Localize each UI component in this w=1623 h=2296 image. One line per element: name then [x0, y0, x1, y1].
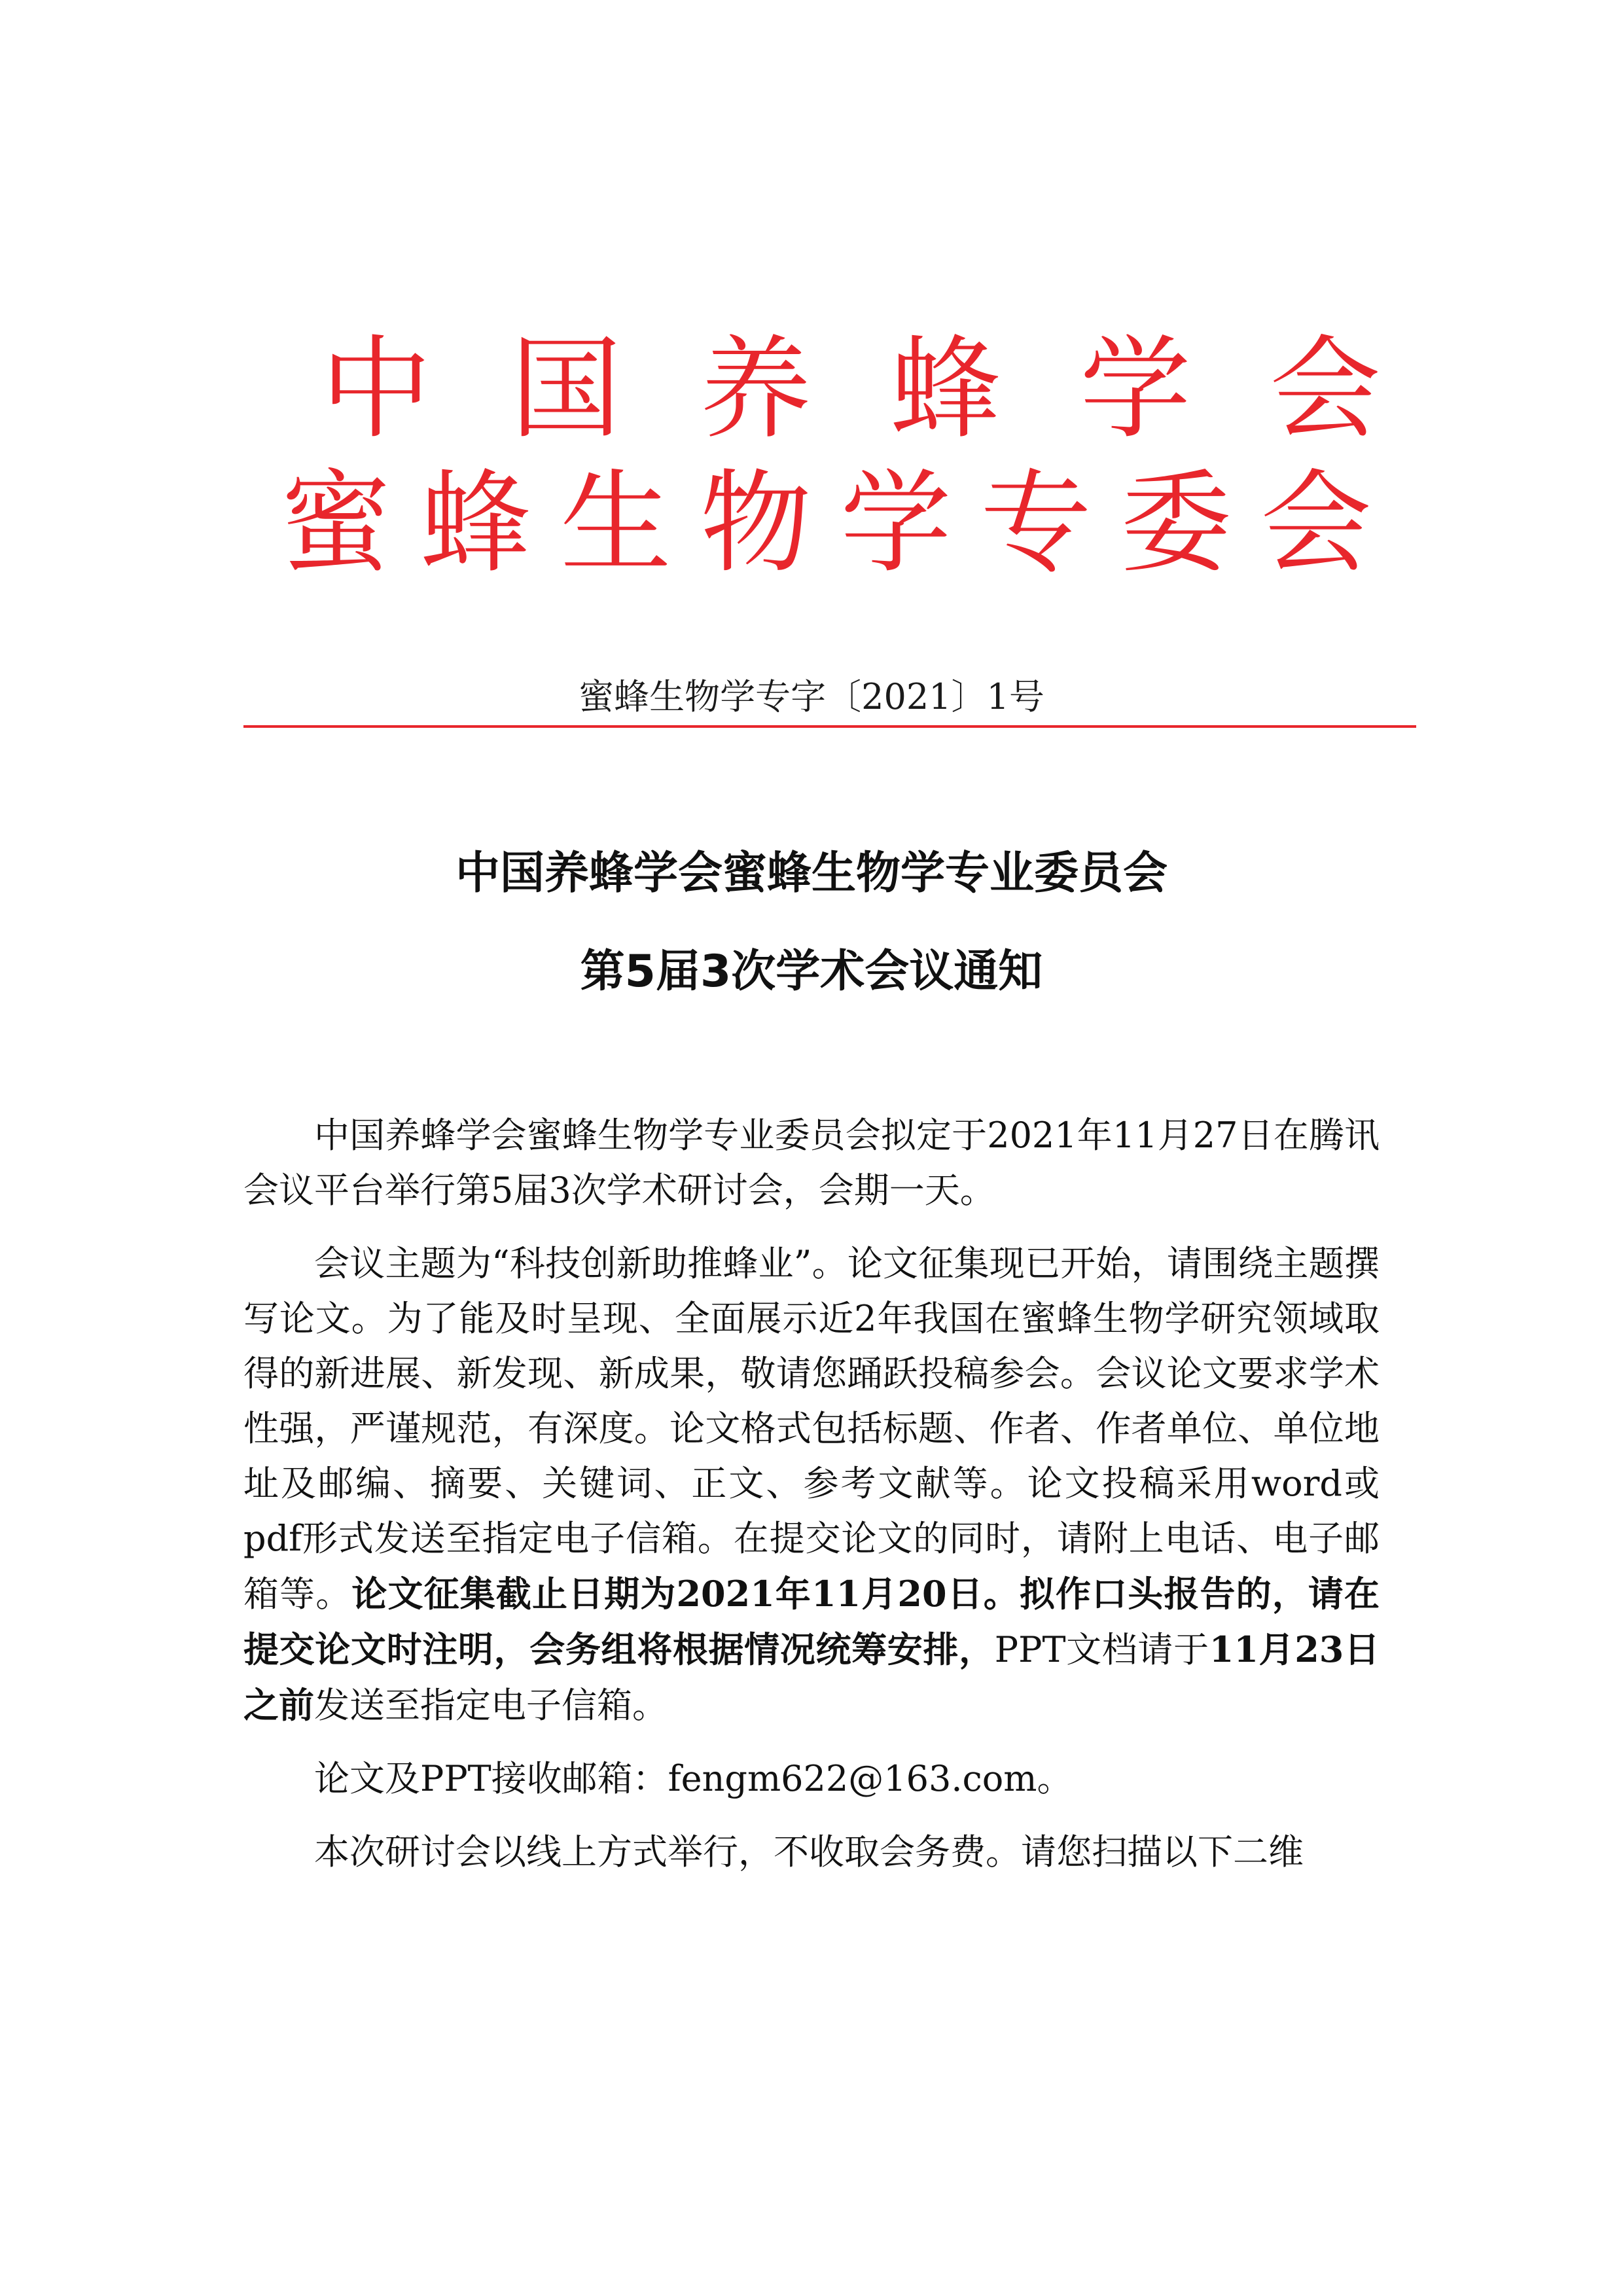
paragraph-theme-and-submission	[243, 1236, 1380, 1733]
ppt-send-text: 发送至指定电子信箱。	[314, 1685, 668, 1726]
paragraph-online-format: 本次研讨会以线上方式举行，不收取会务费。请您扫描以下二维	[314, 1831, 1304, 1873]
notice-title-line2: 第5届3次学术会议通知	[580, 946, 1043, 997]
submission-deadline-text: 论文征集截止日期为2021年11月20日。拟作口头报告的，请在提交论文时注明，会务组将根据情况统筹安排，	[243, 1573, 1380, 1670]
document-number: 蜜蜂生物学专字〔2021〕1号	[579, 676, 1044, 717]
ppt-deadline-text: 11月23日之前	[243, 1628, 1380, 1726]
submission-requirements-text: 会议主题为“科技创新助推蜂业”。论文征集现已开始，请围绕主题撰写论文。为了能及时呈现、全面展示近2年我国在蜜蜂生物学研究领域取得的新进展、新发现、新成果，敬请您踊跃投稿参会。会议论文要求学术性强，严谨规范，有深度。论文格式包括标题、作者、作者单位、单位地址及邮编、摘要、关键词、正文、参考文献等。论文投稿采用word或pdf形式发送至指定电子信箱。在提交论文的同时，请附上电话、电子邮箱等。	[243, 1243, 1380, 1615]
masthead-committee-name: 蜜蜂生物学专委会	[279, 459, 1400, 588]
ppt-instruction-text: PPT文档请于	[994, 1629, 1209, 1670]
red-separator-line	[243, 725, 1416, 728]
paragraph-meeting-date: 中国养蜂学会蜜蜂生物学专业委员会拟定于2021年11月27日在腾讯会议平台举行第5届3次学术研讨会，会期一天。	[243, 1115, 1380, 1211]
notice-body	[243, 1108, 1380, 1898]
notice-title-line1: 中国养蜂学会蜜蜂生物学专业委员会	[455, 848, 1168, 899]
masthead-org-name: 中国养蜂学会	[320, 325, 1459, 454]
paragraph-email: 论文及PPT接收邮箱：fengm622@163.com。	[314, 1758, 1073, 1799]
